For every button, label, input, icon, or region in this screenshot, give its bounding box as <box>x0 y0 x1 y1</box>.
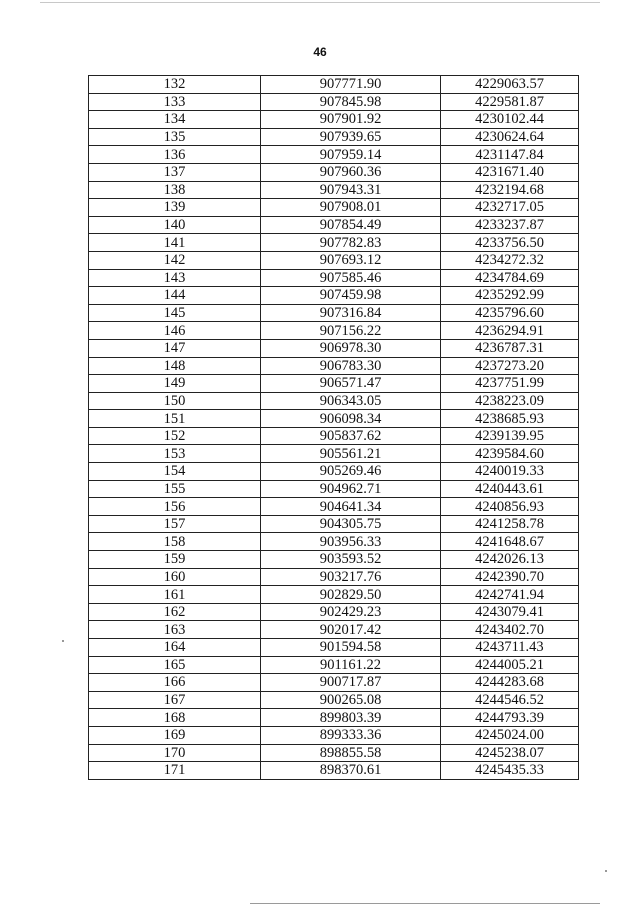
y-coordinate-cell: 4238223.09 <box>441 392 579 410</box>
y-coordinate-cell: 4239584.60 <box>441 445 579 463</box>
table-row <box>89 216 579 234</box>
table-row <box>89 515 579 533</box>
table-row <box>89 656 579 674</box>
table-row <box>89 744 579 762</box>
y-coordinate-cell: 4242390.70 <box>441 568 579 586</box>
table-row <box>89 621 579 639</box>
point-number-cell: 148 <box>89 357 261 375</box>
y-coordinate-cell: 4241258.78 <box>441 515 579 533</box>
y-coordinate-cell: 4241648.67 <box>441 533 579 551</box>
y-coordinate-cell: 4245024.00 <box>441 726 579 744</box>
table-row <box>89 533 579 551</box>
x-coordinate-cell: 902829.50 <box>261 586 441 604</box>
y-coordinate-cell: 4244005.21 <box>441 656 579 674</box>
x-coordinate-cell: 907960.36 <box>261 163 441 181</box>
table-row <box>89 568 579 586</box>
x-coordinate-cell: 901594.58 <box>261 639 441 657</box>
x-coordinate-cell: 906783.30 <box>261 357 441 375</box>
table-row <box>89 199 579 217</box>
y-coordinate-cell: 4243079.41 <box>441 603 579 621</box>
x-coordinate-cell: 901161.22 <box>261 656 441 674</box>
point-number-cell: 145 <box>89 304 261 322</box>
y-coordinate-cell: 4236294.91 <box>441 322 579 340</box>
y-coordinate-cell: 4237751.99 <box>441 375 579 393</box>
x-coordinate-cell: 902429.23 <box>261 603 441 621</box>
point-number-cell: 160 <box>89 568 261 586</box>
point-number-cell: 134 <box>89 111 261 129</box>
x-coordinate-cell: 902017.42 <box>261 621 441 639</box>
y-coordinate-cell: 4234272.32 <box>441 251 579 269</box>
x-coordinate-cell: 907156.22 <box>261 322 441 340</box>
point-number-cell: 133 <box>89 93 261 111</box>
y-coordinate-cell: 4234784.69 <box>441 269 579 287</box>
coordinates-table-body <box>89 76 579 780</box>
table-row <box>89 128 579 146</box>
point-number-cell: 138 <box>89 181 261 199</box>
scan-speck <box>62 640 64 642</box>
table-row <box>89 234 579 252</box>
y-coordinate-cell: 4236787.31 <box>441 339 579 357</box>
point-number-cell: 139 <box>89 199 261 217</box>
point-number-cell: 158 <box>89 533 261 551</box>
table-row <box>89 375 579 393</box>
x-coordinate-cell: 904305.75 <box>261 515 441 533</box>
y-coordinate-cell: 4231147.84 <box>441 146 579 164</box>
x-coordinate-cell: 905561.21 <box>261 445 441 463</box>
scan-edge-top <box>40 2 600 3</box>
point-number-cell: 167 <box>89 691 261 709</box>
y-coordinate-cell: 4243402.70 <box>441 621 579 639</box>
point-number-cell: 162 <box>89 603 261 621</box>
table-row <box>89 762 579 780</box>
y-coordinate-cell: 4232717.05 <box>441 199 579 217</box>
point-number-cell: 146 <box>89 322 261 340</box>
page-number: 46 <box>313 45 327 59</box>
table-row <box>89 463 579 481</box>
x-coordinate-cell: 900717.87 <box>261 674 441 692</box>
point-number-cell: 150 <box>89 392 261 410</box>
x-coordinate-cell: 907459.98 <box>261 287 441 305</box>
table-row <box>89 357 579 375</box>
point-number-cell: 152 <box>89 427 261 445</box>
point-number-cell: 144 <box>89 287 261 305</box>
table-row <box>89 339 579 357</box>
y-coordinate-cell: 4232194.68 <box>441 181 579 199</box>
table-row <box>89 392 579 410</box>
x-coordinate-cell: 898855.58 <box>261 744 441 762</box>
table-row <box>89 445 579 463</box>
y-coordinate-cell: 4229063.57 <box>441 76 579 94</box>
y-coordinate-cell: 4235796.60 <box>441 304 579 322</box>
x-coordinate-cell: 907939.65 <box>261 128 441 146</box>
x-coordinate-cell: 907585.46 <box>261 269 441 287</box>
x-coordinate-cell: 900265.08 <box>261 691 441 709</box>
coordinates-table <box>88 75 579 780</box>
table-row <box>89 76 579 94</box>
table-row <box>89 181 579 199</box>
point-number-cell: 159 <box>89 551 261 569</box>
table-row <box>89 498 579 516</box>
point-number-cell: 166 <box>89 674 261 692</box>
x-coordinate-cell: 907845.98 <box>261 93 441 111</box>
table-row <box>89 322 579 340</box>
scan-speck <box>605 870 607 872</box>
table-row <box>89 287 579 305</box>
x-coordinate-cell: 898370.61 <box>261 762 441 780</box>
y-coordinate-cell: 4233756.50 <box>441 234 579 252</box>
point-number-cell: 170 <box>89 744 261 762</box>
y-coordinate-cell: 4230102.44 <box>441 111 579 129</box>
table-row <box>89 410 579 428</box>
table-row <box>89 146 579 164</box>
x-coordinate-cell: 903593.52 <box>261 551 441 569</box>
table-row <box>89 111 579 129</box>
x-coordinate-cell: 907771.90 <box>261 76 441 94</box>
x-coordinate-cell: 906343.05 <box>261 392 441 410</box>
point-number-cell: 135 <box>89 128 261 146</box>
point-number-cell: 165 <box>89 656 261 674</box>
y-coordinate-cell: 4244546.52 <box>441 691 579 709</box>
y-coordinate-cell: 4239139.95 <box>441 427 579 445</box>
x-coordinate-cell: 907959.14 <box>261 146 441 164</box>
x-coordinate-cell: 904962.71 <box>261 480 441 498</box>
x-coordinate-cell: 907782.83 <box>261 234 441 252</box>
table-row <box>89 586 579 604</box>
y-coordinate-cell: 4245238.07 <box>441 744 579 762</box>
table-row <box>89 551 579 569</box>
y-coordinate-cell: 4240019.33 <box>441 463 579 481</box>
x-coordinate-cell: 907693.12 <box>261 251 441 269</box>
point-number-cell: 163 <box>89 621 261 639</box>
x-coordinate-cell: 906978.30 <box>261 339 441 357</box>
y-coordinate-cell: 4231671.40 <box>441 163 579 181</box>
table-row <box>89 427 579 445</box>
x-coordinate-cell: 903956.33 <box>261 533 441 551</box>
point-number-cell: 155 <box>89 480 261 498</box>
y-coordinate-cell: 4242026.13 <box>441 551 579 569</box>
point-number-cell: 168 <box>89 709 261 727</box>
table-row <box>89 480 579 498</box>
point-number-cell: 143 <box>89 269 261 287</box>
y-coordinate-cell: 4233237.87 <box>441 216 579 234</box>
y-coordinate-cell: 4240856.93 <box>441 498 579 516</box>
x-coordinate-cell: 905269.46 <box>261 463 441 481</box>
y-coordinate-cell: 4237273.20 <box>441 357 579 375</box>
y-coordinate-cell: 4245435.33 <box>441 762 579 780</box>
y-coordinate-cell: 4240443.61 <box>441 480 579 498</box>
point-number-cell: 147 <box>89 339 261 357</box>
table-row <box>89 691 579 709</box>
x-coordinate-cell: 899333.36 <box>261 726 441 744</box>
table-row <box>89 251 579 269</box>
y-coordinate-cell: 4244793.39 <box>441 709 579 727</box>
point-number-cell: 161 <box>89 586 261 604</box>
x-coordinate-cell: 905837.62 <box>261 427 441 445</box>
point-number-cell: 169 <box>89 726 261 744</box>
table-row <box>89 726 579 744</box>
x-coordinate-cell: 907854.49 <box>261 216 441 234</box>
x-coordinate-cell: 907908.01 <box>261 199 441 217</box>
x-coordinate-cell: 904641.34 <box>261 498 441 516</box>
point-number-cell: 164 <box>89 639 261 657</box>
x-coordinate-cell: 907316.84 <box>261 304 441 322</box>
point-number-cell: 171 <box>89 762 261 780</box>
point-number-cell: 140 <box>89 216 261 234</box>
point-number-cell: 142 <box>89 251 261 269</box>
x-coordinate-cell: 907901.92 <box>261 111 441 129</box>
table-row <box>89 709 579 727</box>
point-number-cell: 153 <box>89 445 261 463</box>
point-number-cell: 149 <box>89 375 261 393</box>
x-coordinate-cell: 903217.76 <box>261 568 441 586</box>
scan-edge-bottom <box>250 903 600 904</box>
x-coordinate-cell: 906098.34 <box>261 410 441 428</box>
y-coordinate-cell: 4229581.87 <box>441 93 579 111</box>
table-row <box>89 163 579 181</box>
point-number-cell: 151 <box>89 410 261 428</box>
table-row <box>89 674 579 692</box>
point-number-cell: 156 <box>89 498 261 516</box>
y-coordinate-cell: 4235292.99 <box>441 287 579 305</box>
y-coordinate-cell: 4243711.43 <box>441 639 579 657</box>
y-coordinate-cell: 4238685.93 <box>441 410 579 428</box>
x-coordinate-cell: 907943.31 <box>261 181 441 199</box>
table-row <box>89 93 579 111</box>
table-row <box>89 304 579 322</box>
point-number-cell: 141 <box>89 234 261 252</box>
point-number-cell: 154 <box>89 463 261 481</box>
x-coordinate-cell: 899803.39 <box>261 709 441 727</box>
point-number-cell: 132 <box>89 76 261 94</box>
point-number-cell: 137 <box>89 163 261 181</box>
table-row <box>89 603 579 621</box>
point-number-cell: 157 <box>89 515 261 533</box>
y-coordinate-cell: 4230624.64 <box>441 128 579 146</box>
y-coordinate-cell: 4244283.68 <box>441 674 579 692</box>
point-number-cell: 136 <box>89 146 261 164</box>
table-row <box>89 639 579 657</box>
x-coordinate-cell: 906571.47 <box>261 375 441 393</box>
y-coordinate-cell: 4242741.94 <box>441 586 579 604</box>
table-row <box>89 269 579 287</box>
